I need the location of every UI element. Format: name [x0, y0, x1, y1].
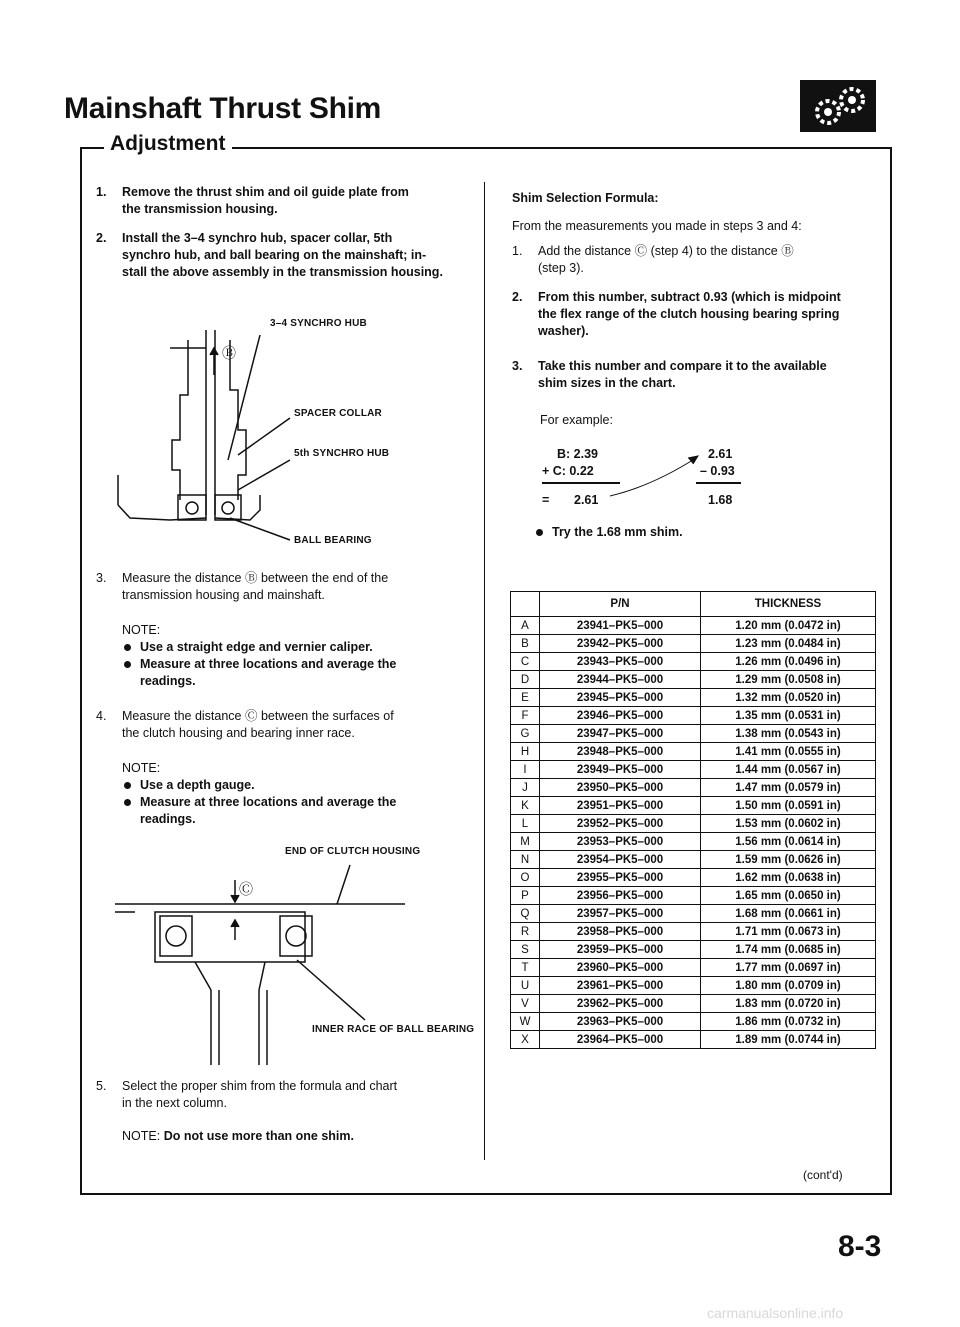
shim-letter: L [511, 815, 540, 833]
shim-part-number: 23953–PK5–000 [540, 833, 701, 851]
shim-thickness: 1.47 mm (0.0579 in) [701, 779, 876, 797]
shim-letter: N [511, 851, 540, 869]
shim-part-number: 23948–PK5–000 [540, 743, 701, 761]
shim-letter: H [511, 743, 540, 761]
table-row [511, 707, 876, 725]
shim-part-number: 23955–PK5–000 [540, 869, 701, 887]
shim-letter: C [511, 653, 540, 671]
table-row [511, 815, 876, 833]
table-row [511, 617, 876, 635]
table-header-letter [511, 592, 540, 617]
shim-part-number: 23942–PK5–000 [540, 635, 701, 653]
column-divider [484, 182, 485, 1160]
shim-letter: A [511, 617, 540, 635]
shim-part-number: 23949–PK5–000 [540, 761, 701, 779]
shim-letter: G [511, 725, 540, 743]
note-2: NOTE: Use a depth gauge. Measure at three locations and average the readings. [122, 760, 467, 828]
table-row [511, 1013, 876, 1031]
table-row [511, 689, 876, 707]
label-spacer-collar: SPACER COLLAR [294, 408, 382, 419]
example-result: 1.68 [708, 493, 733, 507]
table-header-row [511, 592, 876, 617]
marker-c: Ⓒ [239, 881, 253, 897]
table-row [511, 635, 876, 653]
table-row [511, 761, 876, 779]
shim-letter: V [511, 995, 540, 1013]
shim-letter: K [511, 797, 540, 815]
page-title: Mainshaft Thrust Shim [64, 92, 382, 125]
shim-letter: Q [511, 905, 540, 923]
example-label: For example: [540, 413, 613, 427]
shim-letter: X [511, 1031, 540, 1049]
shim-part-number: 23954–PK5–000 [540, 851, 701, 869]
shim-thickness: 1.20 mm (0.0472 in) [701, 617, 876, 635]
shim-part-number: 23952–PK5–000 [540, 815, 701, 833]
shim-thickness: 1.35 mm (0.0531 in) [701, 707, 876, 725]
shim-thickness: 1.50 mm (0.0591 in) [701, 797, 876, 815]
synchro-hub-diagram [110, 300, 460, 550]
shim-part-number: 23957–PK5–000 [540, 905, 701, 923]
shim-thickness: 1.23 mm (0.0484 in) [701, 635, 876, 653]
shim-thickness: 1.62 mm (0.0638 in) [701, 869, 876, 887]
watermark: carmanualsonline.info [707, 1305, 844, 1321]
table-row [511, 725, 876, 743]
shim-part-number: 23951–PK5–000 [540, 797, 701, 815]
table-row [511, 743, 876, 761]
example-sum-eq: = [542, 493, 550, 507]
table-row [511, 851, 876, 869]
table-row [511, 653, 876, 671]
shim-thickness: 1.53 mm (0.0602 in) [701, 815, 876, 833]
shim-letter: B [511, 635, 540, 653]
shim-part-number: 23964–PK5–000 [540, 1031, 701, 1049]
shim-thickness: 1.29 mm (0.0508 in) [701, 671, 876, 689]
note-3: NOTE: Do not use more than one shim. [122, 1129, 354, 1143]
shim-part-number: 23956–PK5–000 [540, 887, 701, 905]
shim-thickness: 1.32 mm (0.0520 in) [701, 689, 876, 707]
shim-thickness: 1.68 mm (0.0661 in) [701, 905, 876, 923]
shim-letter: O [511, 869, 540, 887]
example-b: B: 2.39 [557, 447, 598, 461]
shim-part-number: 23943–PK5–000 [540, 653, 701, 671]
shim-table [510, 591, 876, 1049]
gear-icon [800, 80, 876, 132]
table-row [511, 959, 876, 977]
table-row [511, 1031, 876, 1049]
shim-thickness: 1.71 mm (0.0673 in) [701, 923, 876, 941]
shim-part-number: 23946–PK5–000 [540, 707, 701, 725]
table-row [511, 995, 876, 1013]
shim-thickness: 1.38 mm (0.0543 in) [701, 725, 876, 743]
shim-letter: F [511, 707, 540, 725]
example-try: Try the 1.68 mm shim. [534, 524, 864, 541]
table-row [511, 671, 876, 689]
shim-part-number: 23962–PK5–000 [540, 995, 701, 1013]
continued-label: (cont'd) [803, 1168, 843, 1182]
shim-part-number: 23945–PK5–000 [540, 689, 701, 707]
section-title: Adjustment [104, 132, 232, 156]
shim-thickness: 1.89 mm (0.0744 in) [701, 1031, 876, 1049]
marker-b: Ⓑ [222, 345, 236, 361]
shim-part-number: 23947–PK5–000 [540, 725, 701, 743]
shim-thickness: 1.44 mm (0.0567 in) [701, 761, 876, 779]
example-minus: – 0.93 [700, 464, 735, 478]
shim-part-number: 23963–PK5–000 [540, 1013, 701, 1031]
shim-part-number: 23961–PK5–000 [540, 977, 701, 995]
clutch-housing-diagram [115, 860, 475, 1070]
shim-letter: I [511, 761, 540, 779]
shim-letter: E [511, 689, 540, 707]
page-number: 8-3 [838, 1230, 882, 1263]
example-sum: 2.61 [574, 493, 599, 507]
table-row [511, 779, 876, 797]
shim-letter: S [511, 941, 540, 959]
shim-letter: J [511, 779, 540, 797]
label-inner-race: INNER RACE OF BALL BEARING [312, 1024, 475, 1035]
shim-part-number: 23950–PK5–000 [540, 779, 701, 797]
label-ball-bearing: BALL BEARING [294, 535, 372, 546]
table-header-thickness: THICKNESS [701, 592, 876, 617]
shim-part-number: 23960–PK5–000 [540, 959, 701, 977]
shim-letter: U [511, 977, 540, 995]
shim-part-number: 23944–PK5–000 [540, 671, 701, 689]
shim-thickness: 1.77 mm (0.0697 in) [701, 959, 876, 977]
shim-thickness: 1.83 mm (0.0720 in) [701, 995, 876, 1013]
shim-thickness: 1.41 mm (0.0555 in) [701, 743, 876, 761]
shim-letter: R [511, 923, 540, 941]
table-row [511, 941, 876, 959]
example-from: 2.61 [708, 447, 733, 461]
table-row [511, 887, 876, 905]
table-row [511, 869, 876, 887]
shim-thickness: 1.59 mm (0.0626 in) [701, 851, 876, 869]
shim-part-number: 23941–PK5–000 [540, 617, 701, 635]
shim-letter: W [511, 1013, 540, 1031]
formula-title: Shim Selection Formula: [512, 191, 659, 205]
table-header-pn: P/N [540, 592, 701, 617]
label-3-4-synchro-hub: 3–4 SYNCHRO HUB [270, 318, 367, 329]
shim-thickness: 1.56 mm (0.0614 in) [701, 833, 876, 851]
shim-thickness: 1.86 mm (0.0732 in) [701, 1013, 876, 1031]
table-row [511, 977, 876, 995]
label-end-of-clutch-housing: END OF CLUTCH HOUSING [285, 846, 421, 857]
example-arrow [604, 452, 704, 502]
example-c: + C: 0.22 [542, 464, 594, 478]
note-1: NOTE: Use a straight edge and vernier caliper. Measure at three locations and average the readings. [122, 622, 467, 690]
table-row [511, 833, 876, 851]
shim-letter: D [511, 671, 540, 689]
shim-letter: T [511, 959, 540, 977]
shim-thickness: 1.26 mm (0.0496 in) [701, 653, 876, 671]
shim-part-number: 23959–PK5–000 [540, 941, 701, 959]
formula-intro: From the measurements you made in steps 3 and 4: [512, 219, 802, 233]
shim-letter: M [511, 833, 540, 851]
shim-letter: P [511, 887, 540, 905]
label-5th-synchro-hub: 5th SYNCHRO HUB [294, 448, 390, 459]
table-row [511, 797, 876, 815]
shim-part-number: 23958–PK5–000 [540, 923, 701, 941]
table-row [511, 905, 876, 923]
table-row [511, 923, 876, 941]
shim-thickness: 1.80 mm (0.0709 in) [701, 977, 876, 995]
shim-thickness: 1.74 mm (0.0685 in) [701, 941, 876, 959]
shim-thickness: 1.65 mm (0.0650 in) [701, 887, 876, 905]
